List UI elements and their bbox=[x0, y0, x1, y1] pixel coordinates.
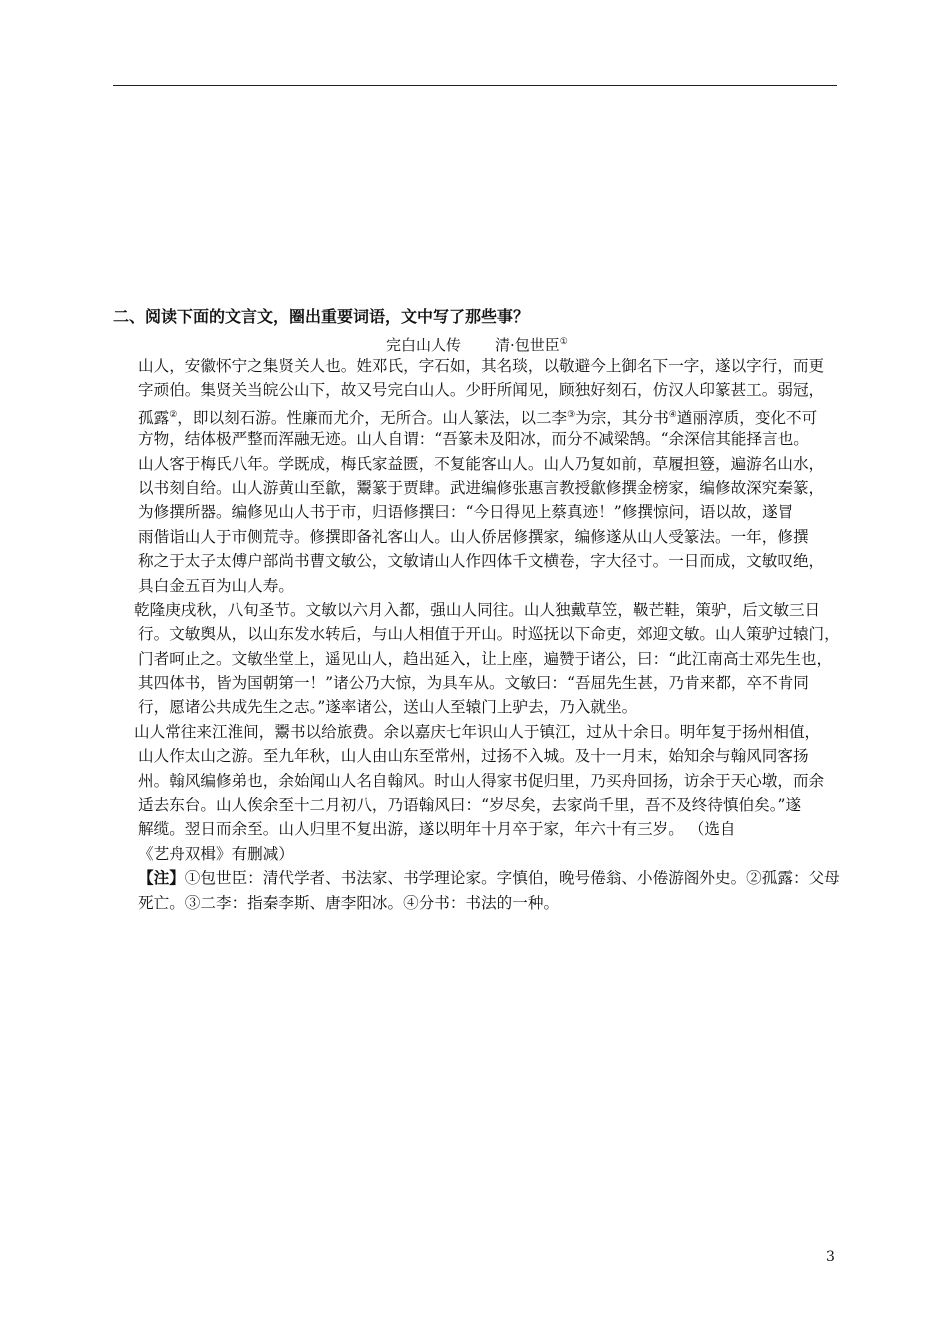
text-segment: 行。文敏舆从，以山东发水转后，与山人相值于开山。时巡抚以下命吏，郊迎文敏。山人策驴过辕门， bbox=[138, 625, 840, 644]
text-segment: 称之于太子太傅户部尚书曹文敏公，文敏请山人作四体千文横卷，字大径寸。一日而成，文敏叹绝， bbox=[138, 552, 825, 571]
text-line bbox=[138, 842, 850, 866]
header-rule bbox=[113, 85, 837, 86]
text-segment: 解缆。翌日而余至。山人归里不复出游，遂以明年十月卒于家，年六十有三岁。 （选自 bbox=[138, 820, 736, 839]
text-segment: 其四体书，皆为国朝第一！”诸公乃大惊，为具车从。文敏曰：“吾屈先生甚，乃肯来都，卒不肯同 bbox=[138, 674, 809, 693]
article-body bbox=[134, 354, 850, 915]
text-segment: 《艺舟双楫》有删减） bbox=[138, 844, 294, 863]
text-segment: ①包世臣：清代学者、书法家、书学理论家。字慎伯，晚号倦翁、小倦游阁外史。②孤露：父母 bbox=[184, 869, 840, 888]
text-line bbox=[138, 866, 850, 890]
article-title: 完白山人传 bbox=[386, 336, 462, 354]
text-line bbox=[138, 574, 850, 598]
footnote-mark: ② bbox=[169, 409, 178, 420]
question-heading: 二、阅读下面的文言文，圈出重要词语，文中写了那些事？ bbox=[113, 307, 530, 326]
text-segment: 山人客于梅氏八年。学既成，梅氏家益匮，不复能客山人。山人乃复如前，草履担簦，遍游名山水， bbox=[138, 454, 825, 473]
text-segment: 山人常往来江淮间，鬻书以给旅费。余以嘉庆七年识山人于镇江，过从十余日。明年复于扬州相值， bbox=[134, 722, 821, 741]
text-segment: 乾隆庚戌秋，八旬圣节。文敏以六月入都，强山人同往。山人独戴草笠，靸芒鞋，策驴，后文敏三日 bbox=[134, 600, 821, 619]
text-line bbox=[138, 378, 850, 402]
text-line bbox=[138, 695, 850, 719]
text-line bbox=[138, 452, 850, 476]
footnote-mark: ④ bbox=[668, 409, 677, 420]
text-segment: 山人作太山之游。至九年秋，山人由山东至常州，过扬不入城。及十一月末，始知余与翰风同客扬 bbox=[138, 747, 809, 766]
text-segment: 为宗，其分书 bbox=[575, 408, 669, 427]
footnote-mark: ③ bbox=[567, 409, 576, 420]
author-footnote-mark: ① bbox=[559, 337, 568, 347]
text-segment: 雨偕诣山人于市侧荒寺。修撰即备礼客山人。山人侨居修撰家，编修遂从山人受篆法。一年，修撰 bbox=[138, 527, 809, 546]
text-line bbox=[138, 476, 850, 500]
text-segment: 适去东台。山人俟余至十二月初八，乃语翰风曰：“岁尽矣，去家尚千里，吾不及终待慎伯矣。”遂 bbox=[138, 796, 802, 815]
text-line bbox=[138, 622, 850, 646]
text-line bbox=[138, 817, 850, 841]
text-segment: 遒丽淳质，变化不可 bbox=[676, 408, 818, 427]
text-line bbox=[134, 720, 850, 744]
text-line bbox=[138, 671, 850, 695]
text-segment: 具白金五百为山人寿。 bbox=[138, 576, 294, 595]
note-label: 【注】 bbox=[138, 869, 185, 888]
text-line bbox=[138, 769, 850, 793]
text-segment: 死亡。③二李：指秦李斯、唐李阳冰。④分书：书法的一种。 bbox=[138, 893, 560, 912]
text-line bbox=[138, 354, 850, 378]
text-segment: 州。翰风编修弟也，余始闻山人名自翰风。时山人得家书促归里，乃买舟回扬，访余于天心墩，而余 bbox=[138, 771, 825, 790]
text-segment: 行，愿诸公共成先生之志。”遂率诸公，送山人至辕门上驴去，乃入就坐。 bbox=[138, 698, 638, 717]
text-segment: 方物，结体极严整而浑融无迹。山人自谓：“吾篆未及阳冰，而分不减梁鹄。“余深信其能择言也。 bbox=[138, 430, 809, 449]
text-segment: 门者呵止之。文敏坐堂上，遥见山人，趋出延入，让上座，遍赞于诸公，曰：“此江南高士邓先生也， bbox=[138, 649, 833, 668]
text-line bbox=[138, 403, 850, 427]
text-segment: 字顽伯。集贤关当皖公山下，故又号完白山人。少盱所闻见，顾独好刻石，仿汉人印篆甚工。弱冠， bbox=[138, 381, 825, 400]
page-number: 3 bbox=[826, 1249, 835, 1265]
text-line bbox=[138, 427, 850, 451]
text-segment: 山人，安徽怀宁之集贤关人也。姓邓氏，字石如，其名琰，以敬避今上御名下一字，遂以字行，而更 bbox=[138, 357, 825, 375]
article-title-line bbox=[386, 331, 568, 356]
text-line bbox=[138, 891, 850, 915]
article-author: 清·包世臣 bbox=[495, 336, 560, 354]
text-segment: 为修撰所器。编修见山人书于市，归语修撰曰：“今日得见上蔡真迹！”修撰惊问，语以故，遂冒 bbox=[138, 503, 794, 522]
text-line bbox=[138, 500, 850, 524]
text-line bbox=[138, 793, 850, 817]
text-segment: 孤露 bbox=[138, 408, 170, 427]
text-line bbox=[138, 549, 850, 573]
text-line bbox=[138, 647, 850, 671]
text-segment: 以书刻自给。山人游黄山至歙，鬻篆于贾肆。武进编修张惠言教授歙修撰金榜家，编修故深究秦篆， bbox=[138, 478, 825, 497]
text-line bbox=[138, 525, 850, 549]
text-line bbox=[134, 598, 850, 622]
text-segment: ，即以刻石游。性廉而尤介，无所合。山人篆法，以二李 bbox=[177, 408, 568, 427]
text-line bbox=[138, 744, 850, 768]
